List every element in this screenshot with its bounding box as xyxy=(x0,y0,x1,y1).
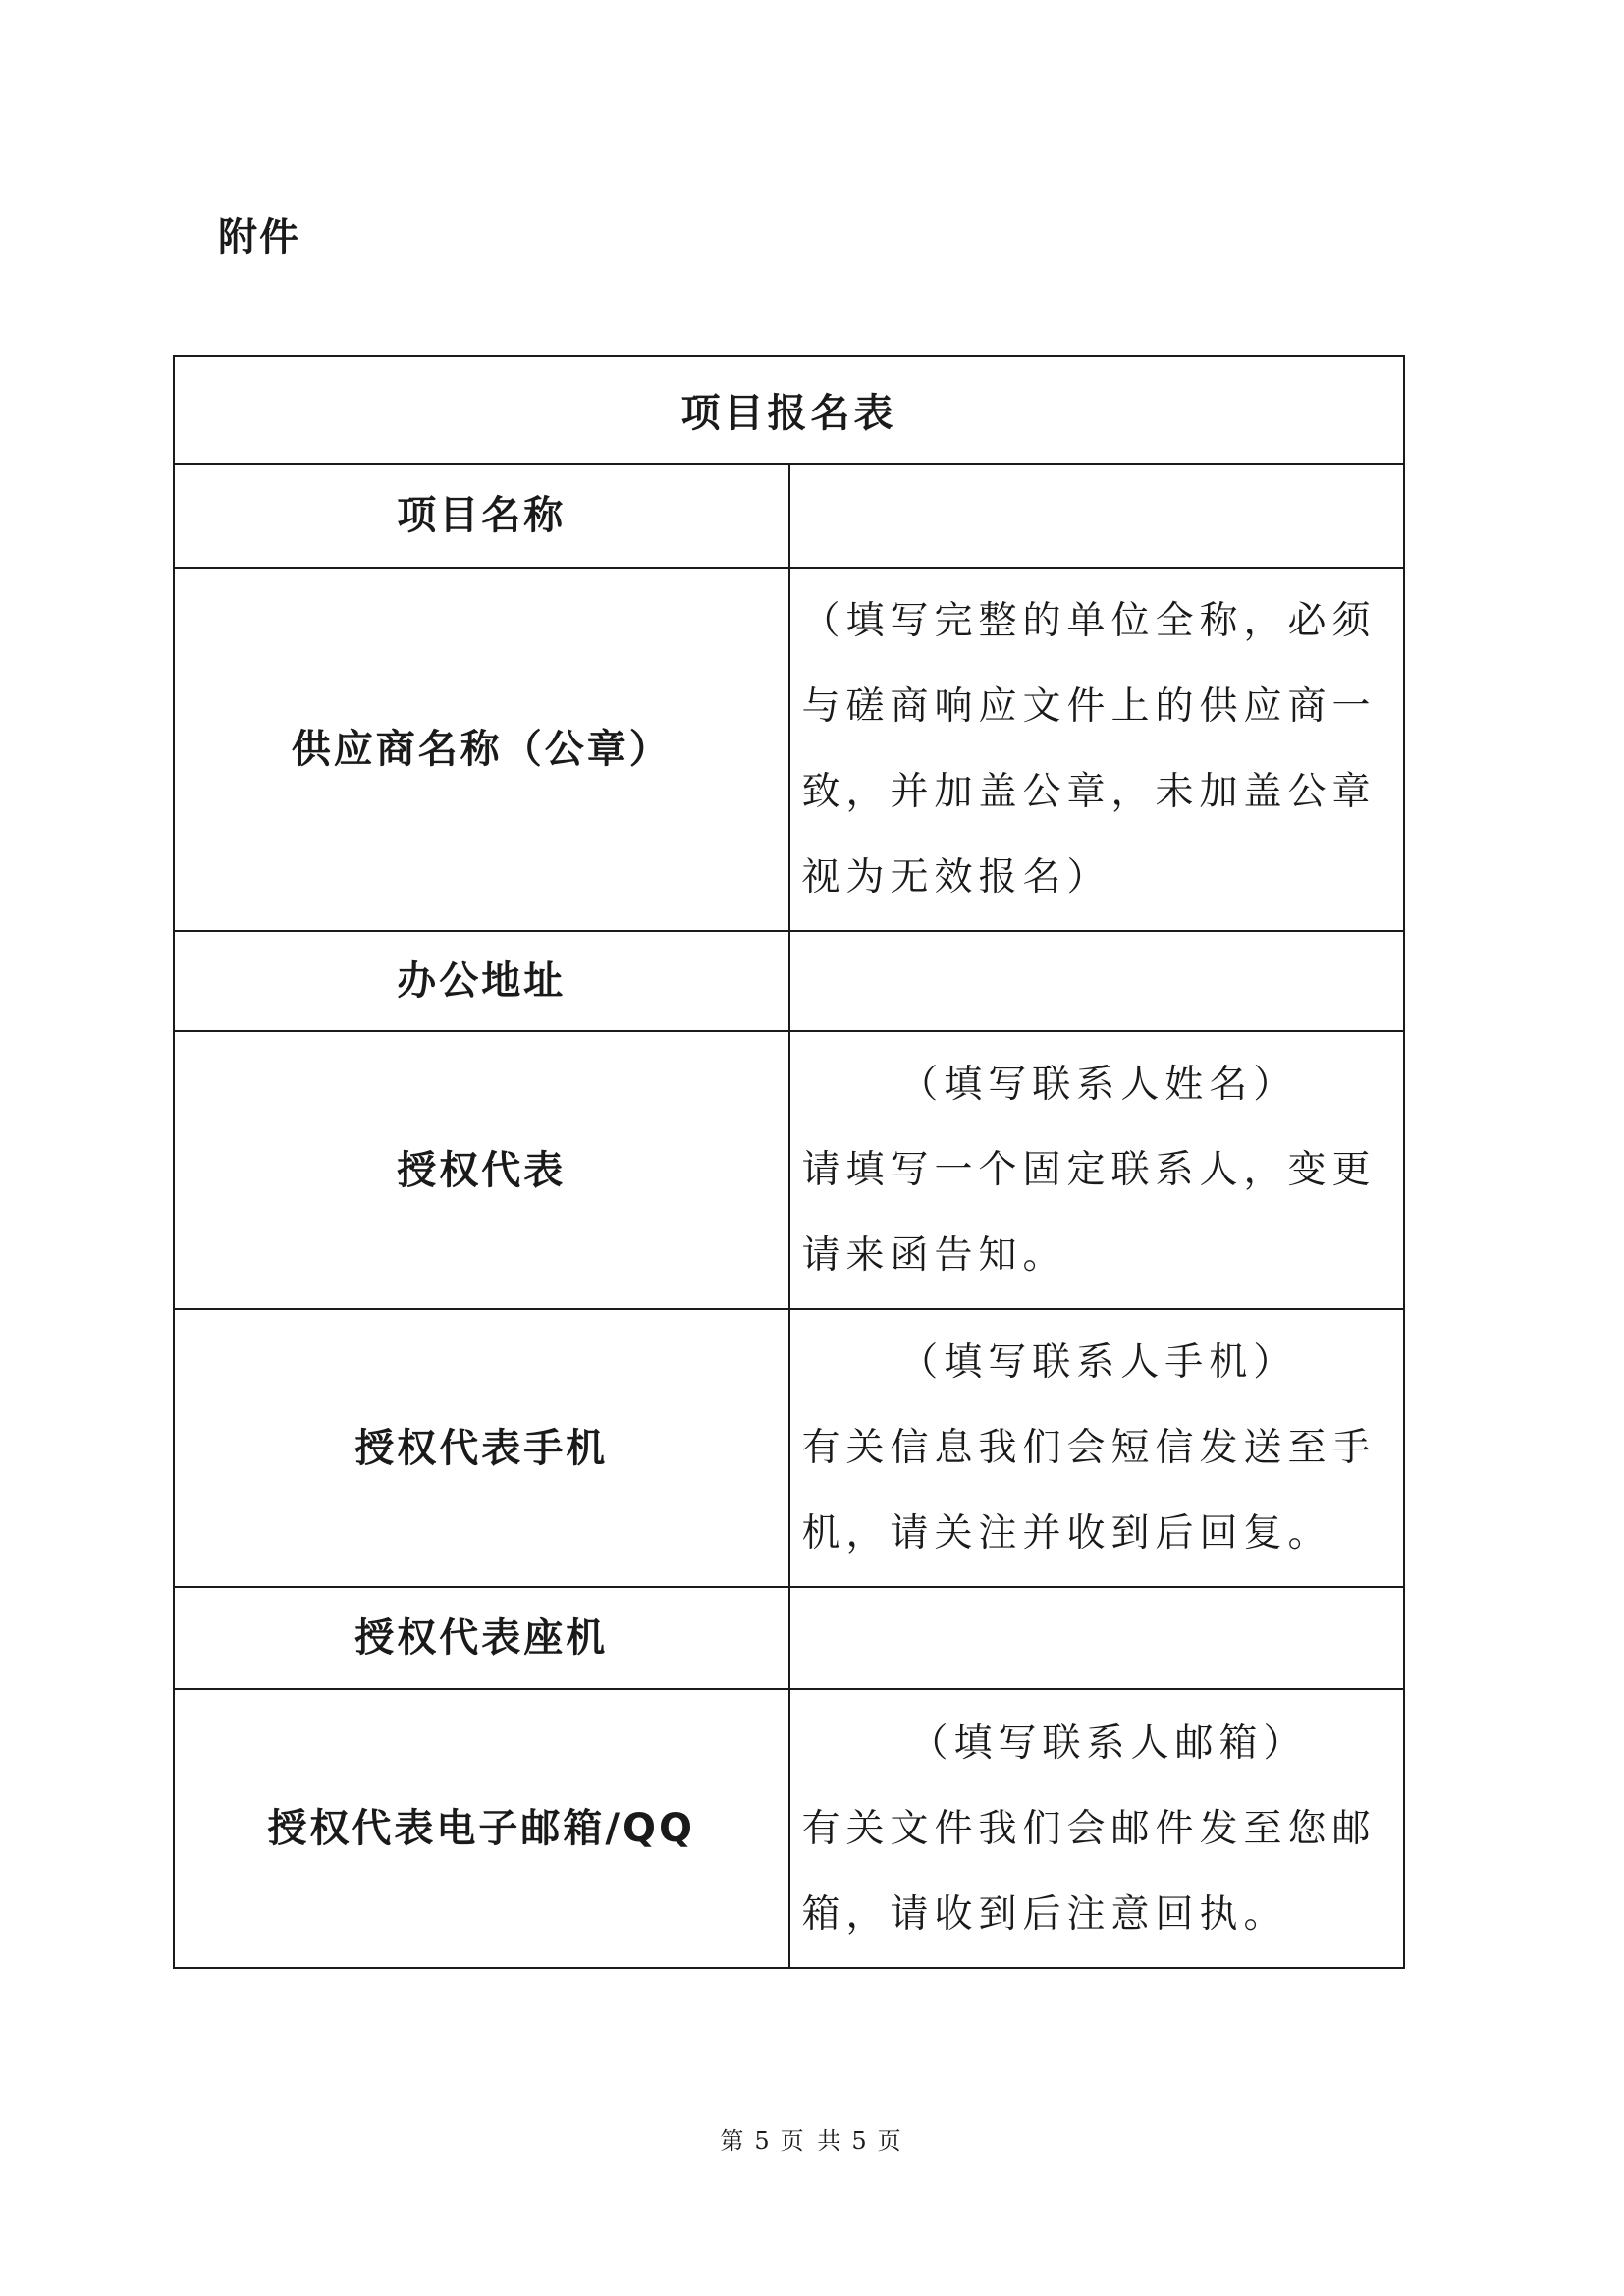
page-suffix: 页 xyxy=(877,2127,904,2155)
representative-mobile-note: 有关信息我们会短信发送至手机，请关注并收到后回复。 xyxy=(801,1426,1377,1556)
page-current: 5 xyxy=(754,2127,773,2155)
representative-note: 请填写一个固定联系人，变更请来函告知。 xyxy=(801,1148,1377,1278)
representative-landline-field[interactable] xyxy=(789,1587,1405,1689)
page-number xyxy=(0,2121,1624,2156)
supplier-name-instructions: （填写完整的单位全称，必须与磋商响应文件上的供应商一致，并加盖公章，未加盖公章视为无效报名） xyxy=(801,599,1377,900)
project-name-field[interactable] xyxy=(789,464,1405,568)
representative-label: 授权代表 xyxy=(174,1031,789,1309)
office-address-label: 办公地址 xyxy=(174,931,789,1031)
representative-email-hint: （填写联系人邮箱） xyxy=(909,1721,1308,1766)
page-mid: 页 共 xyxy=(780,2127,844,2155)
form-title: 项目报名表 xyxy=(174,356,1404,464)
representative-landline-label: 授权代表座机 xyxy=(174,1587,789,1689)
representative-email-note: 有关文件我们会邮件发至您邮箱，请收到后注意回执。 xyxy=(801,1806,1377,1937)
supplier-name-label: 供应商名称（公章） xyxy=(174,568,789,931)
attachment-label: 附件 xyxy=(218,215,300,260)
representative-email-field[interactable] xyxy=(789,1689,1405,1968)
page-total: 5 xyxy=(851,2127,870,2155)
representative-mobile-field[interactable] xyxy=(789,1309,1405,1587)
project-name-label: 项目名称 xyxy=(174,464,789,568)
representative-hint: （填写联系人姓名） xyxy=(899,1063,1298,1107)
supplier-name-field[interactable] xyxy=(789,568,1405,931)
representative-field[interactable] xyxy=(789,1031,1405,1309)
table-row xyxy=(174,1031,1404,1309)
table-row xyxy=(174,568,1404,931)
table-row xyxy=(174,931,1404,1031)
table-row xyxy=(174,1689,1404,1968)
office-address-field[interactable] xyxy=(789,931,1405,1031)
page-prefix: 第 xyxy=(720,2127,747,2155)
representative-mobile-hint: （填写联系人手机） xyxy=(899,1340,1298,1385)
table-row xyxy=(174,1309,1404,1587)
representative-mobile-label: 授权代表手机 xyxy=(174,1309,789,1587)
table-row xyxy=(174,464,1404,568)
representative-email-label: 授权代表电子邮箱/QQ xyxy=(174,1689,789,1968)
registration-form-table xyxy=(173,355,1405,1969)
table-row xyxy=(174,1587,1404,1689)
